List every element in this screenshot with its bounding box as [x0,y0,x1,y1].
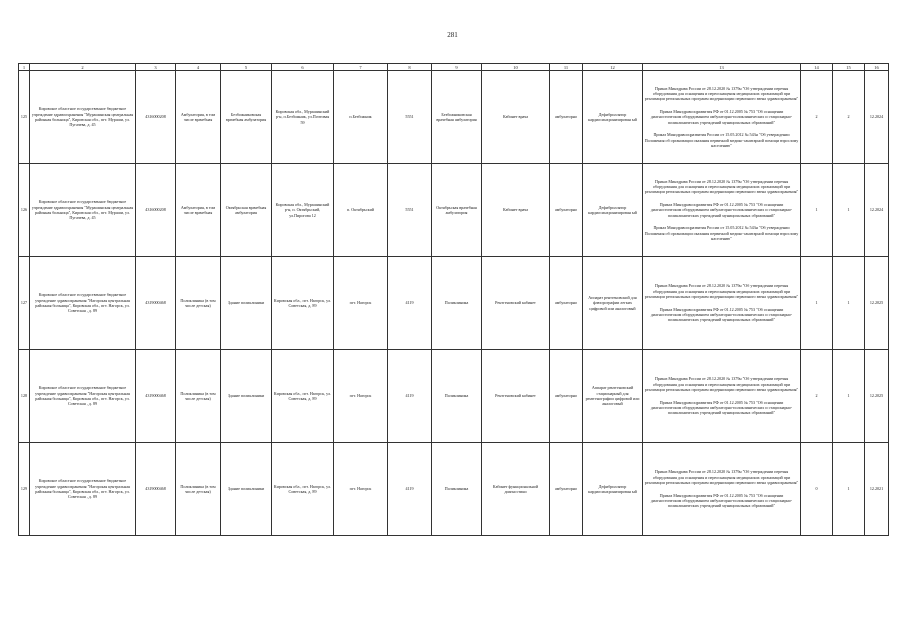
legal-basis-paragraph: Приказ Минздрава России от 28.12.2020 № 1379н "Об утверждении перечня оборудования для оснащения и переоснащения медицинских организаций при реализации региональных программ модернизации первичного звена здравоохранения" [644,469,799,486]
legal-basis-paragraph: Приказ Минздравсоцразвития РФ от 01.12.2005 № 753 "Об оснащении диагностическим оборудованием амбулаторно-поликлинических и стационарно-поликлинических учреждений муниципальных образований" [650,306,793,323]
column-15-cell: 2 [833,71,865,164]
address-cell: Кировская обл., пгт. Нагорск, ул. Советская, д. 89 [272,350,334,443]
population-cell: 4119 [388,257,432,350]
legal-basis-paragraph: Приказ Минздрава России от 28.12.2020 № 1379н "Об утверждении перечня оборудования для оснащения и переоснащения медицинских организаций при реализации региональных программ модернизации первичного звена здравоохранения" [644,85,799,102]
inn-cell: 4319000468 [136,350,176,443]
column-number: 14 [801,64,833,71]
page-number: 281 [447,31,458,39]
row-number-cell: 125 [19,71,30,164]
legal-basis-paragraph: Приказ Минздравсоцразвития РФ от 01.12.2005 № 753 "Об оснащении диагностическим оборудованием амбулаторно-поликлинических и стационарно-поликлинических учреждений муниципальных образований" [650,108,793,125]
table-row [19,71,889,164]
column-number: 11 [550,64,583,71]
unit-name-cell: Здание поликлиники [221,443,272,536]
date-cell: 12.2024 [865,164,889,257]
care-type-cell: амбулаторно [550,350,583,443]
equipment-cell: Дефибриллятор кардиосинхронизирован ый [583,443,643,536]
room-cell: Рентгеновский кабинет [482,257,550,350]
settlement-cell: пгт. Нагорск [334,443,388,536]
settlement-cell: п.Безбожник [334,71,388,164]
legal-basis-paragraph: Приказ Минздравсоцразвития РФ от 01.12.2005 № 753 "Об оснащении диагностическим оборудованием амбулаторно-поликлинических и стационарно-поликлинических учреждений муниципальных образований" [650,492,793,509]
date-cell: 12.2025 [865,350,889,443]
column-15-cell: 1 [833,443,865,536]
row-number-cell: 127 [19,257,30,350]
equipment-cell: Дефибриллятор кардиосинхронизирован ый [583,164,643,257]
column-number: 15 [833,64,865,71]
organization-cell: Кировское областное государственное бюджетное учреждение здравоохранения "Мурашинская центральная районная больница", Кировская обл., пгт. Мураши, ул. Пугачева, д. 45 [30,71,136,164]
organization-cell: Кировское областное государственное бюджетное учреждение здравоохранения "Нагорская центральная районная больница", Кировская обл., пгт. Нагорск, ул. Советская , д. 89 [30,350,136,443]
table-row [19,350,889,443]
table-row [19,164,889,257]
legal-basis-cell [643,443,801,536]
unit-type-cell: Амбулатория, в том числе врачебная [176,71,221,164]
address-cell: Кировская обл., пгт. Нагорск, ул. Советская, д. 89 [272,257,334,350]
equipment-cell: Дефибриллятор кардиосинхронизирован ый [583,71,643,164]
population-cell: 5551 [388,164,432,257]
legal-basis-cell [643,164,801,257]
column-number: 10 [482,64,550,71]
column-14-cell: 0 [801,443,833,536]
legal-basis-paragraph: Приказ Минздрава России от 28.12.2020 № 1379н "Об утверждении перечня оборудования для оснащения и переоснащения медицинских организаций при реализации региональных программ модернизации первичного звена здравоохранения" [644,178,799,195]
inn-cell: 4316000208 [136,71,176,164]
column-number: 13 [643,64,801,71]
room-cell: Кабинет врача [482,71,550,164]
division-cell: Безбожниковская врачебная амбулатория [432,71,482,164]
column-number-row [19,64,889,71]
unit-type-cell: Поликлиника (в том числе детская) [176,350,221,443]
row-number-cell: 128 [19,350,30,443]
organization-cell: Кировское областное государственное бюджетное учреждение здравоохранения "Мурашинская центральная районная больница", Кировская обл., пгт. Мураши, ул. Пугачева, д. 45 [30,164,136,257]
date-cell: 12.2025 [865,257,889,350]
column-15-cell: 1 [833,350,865,443]
legal-basis-paragraph: Приказ Минздрава России от 28.12.2020 № 1379н "Об утверждении перечня оборудования для оснащения и переоснащения медицинских организаций при реализации региональных программ модернизации первичного звена здравоохранения" [644,283,799,300]
settlement-cell: пгт. Нагорск [334,257,388,350]
population-cell: 4119 [388,443,432,536]
column-15-cell: 1 [833,164,865,257]
unit-type-cell: Поликлиника (в том числе детская) [176,443,221,536]
population-cell: 4119 [388,350,432,443]
division-cell: Октябрьская врачебная амбулатория [432,164,482,257]
legal-basis-paragraph: Приказ Минздрава России от 28.12.2020 № 1379н "Об утверждении перечня оборудования для оснащения и переоснащения медицинских организаций при реализации региональных программ модернизации первичного звена здравоохранения" [644,376,799,393]
column-number: 2 [30,64,136,71]
column-14-cell: 2 [801,71,833,164]
organization-cell: Кировское областное государственное бюджетное учреждение здравоохранения "Нагорская центральная районная больница", Кировская обл., пгт. Нагорск, ул. Советская , д. 89 [30,443,136,536]
population-cell: 5551 [388,71,432,164]
date-cell: 12.2024 [865,71,889,164]
legal-basis-paragraph: Приказ Минздравсоцразвития России от 15.05.2012 № 543н "Об утверждении Положения об организации оказания первичной медико-санитарной помощи взрослому населению" [644,132,799,148]
column-number: 1 [19,64,30,71]
row-number-cell: 129 [19,443,30,536]
unit-name-cell: Здание поликлиники [221,350,272,443]
legal-basis-paragraph: Приказ Минздравсоцразвития РФ от 01.12.2005 № 753 "Об оснащении диагностическим оборудованием амбулаторно-поликлинических и стационарно-поликлинических учреждений муниципальных образований" [650,399,793,416]
division-cell: Поликлиника [432,443,482,536]
division-cell: Поликлиника [432,257,482,350]
address-cell: Кировская обл., Мурашинский р-н, п.Безбожник, ул.Почтовая 59 [272,71,334,164]
equipment-cell: Аппарат рентгеновский стационарный для рентгенографии цифровой или аналоговый [583,350,643,443]
address-cell: Кировская обл., Мурашинский р-н, п. Октябрьский, ул.Пирогова 12 [272,164,334,257]
unit-type-cell: Поликлиника (в том числе детская) [176,257,221,350]
legal-basis-cell [643,71,801,164]
inn-cell: 4316000208 [136,164,176,257]
column-14-cell: 2 [801,350,833,443]
settlement-cell: пгт. Нагорск [334,350,388,443]
column-number: 4 [176,64,221,71]
room-cell: Кабинет функциональной диагностики [482,443,550,536]
column-number: 8 [388,64,432,71]
equipment-cell: Аппарат рентгеновский для флюорографии легких цифровой или аналоговый [583,257,643,350]
column-number: 12 [583,64,643,71]
column-number: 9 [432,64,482,71]
division-cell: Поликлиника [432,350,482,443]
column-number: 7 [334,64,388,71]
settlement-cell: п. Октябрьский [334,164,388,257]
unit-type-cell: Амбулатория, в том числе врачебная [176,164,221,257]
care-type-cell: амбулаторно [550,443,583,536]
column-15-cell: 1 [833,257,865,350]
column-number: 3 [136,64,176,71]
room-cell: Кабинет врача [482,164,550,257]
organization-cell: Кировское областное государственное бюджетное учреждение здравоохранения "Нагорская центральная районная больница", Кировская обл., пгт. Нагорск, ул. Советская , д. 89 [30,257,136,350]
unit-name-cell: Октябрьская врачебная амбулатория [221,164,272,257]
column-number: 16 [865,64,889,71]
inn-cell: 4319000468 [136,443,176,536]
date-cell: 12.2021 [865,443,889,536]
column-14-cell: 1 [801,257,833,350]
table-row [19,257,889,350]
unit-name-cell: Безбожниковская врачебная амбулатория [221,71,272,164]
care-type-cell: амбулаторно [550,71,583,164]
unit-name-cell: Здание поликлиники [221,257,272,350]
column-number: 5 [221,64,272,71]
care-type-cell: амбулаторно [550,164,583,257]
care-type-cell: амбулаторно [550,257,583,350]
room-cell: Рентгеновский кабинет [482,350,550,443]
column-14-cell: 1 [801,164,833,257]
column-number: 6 [272,64,334,71]
legal-basis-cell [643,350,801,443]
address-cell: Кировская обл., пгт. Нагорск, ул. Советская, д. 89 [272,443,334,536]
legal-basis-cell [643,257,801,350]
legal-basis-paragraph: Приказ Минздравсоцразвития России от 15.05.2012 № 543н "Об утверждении Положения об организации оказания первичной медико-санитарной помощи взрослому населению" [644,225,799,241]
row-number-cell: 126 [19,164,30,257]
inn-cell: 4319000468 [136,257,176,350]
table-row [19,443,889,536]
legal-basis-paragraph: Приказ Минздравсоцразвития РФ от 01.12.2005 № 753 "Об оснащении диагностическим оборудованием амбулаторно-поликлинических и стационарно-поликлинических учреждений муниципальных образований" [650,201,793,218]
equipment-registry-table [18,63,889,536]
